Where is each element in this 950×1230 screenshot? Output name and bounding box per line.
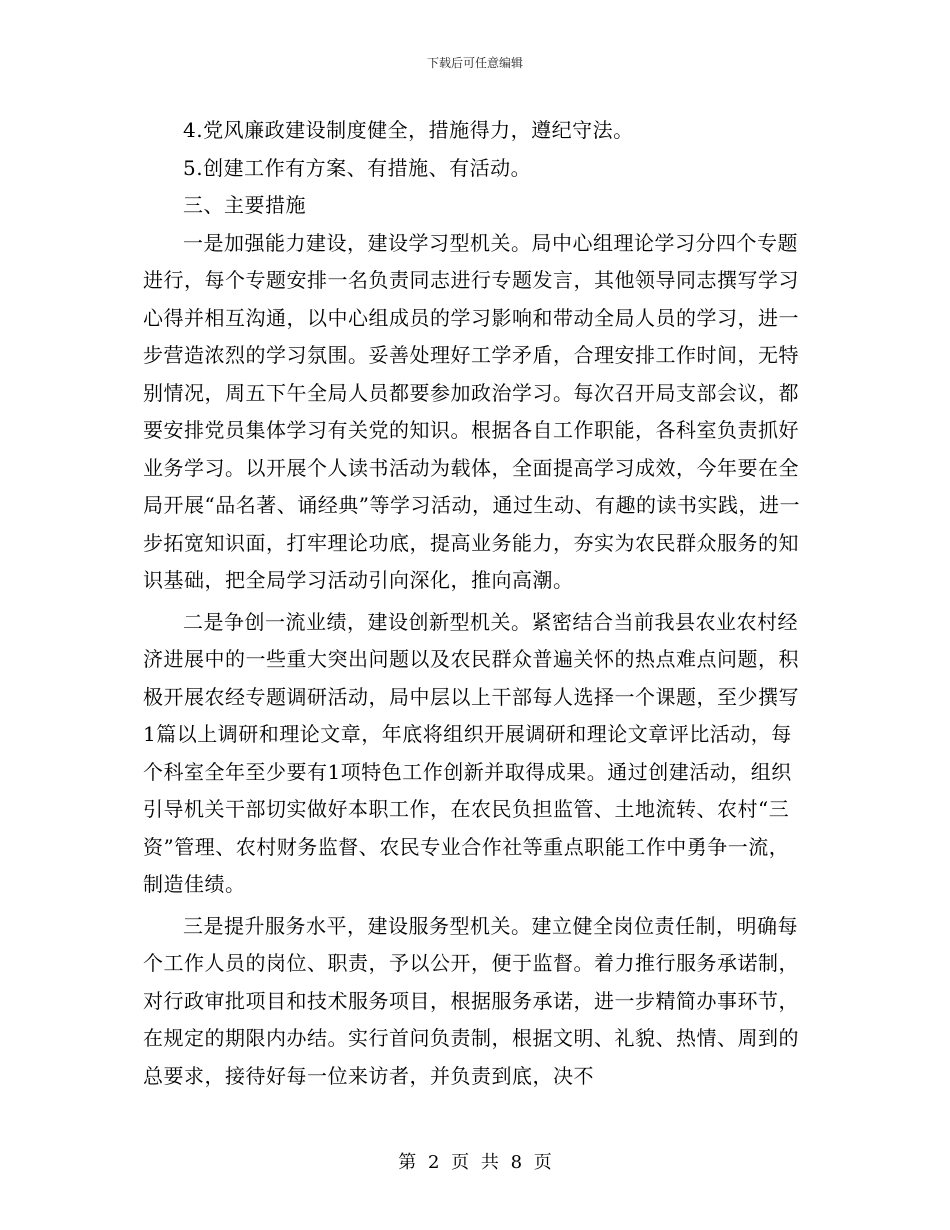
paragraph-learning: 一是加强能力建设，建设学习型机关。局中心组理论学习分四个专题进行，每个专题安排一名负责同志进行专题发言，其他领导同志撰写学习心得并相互沟通，以中心组成员的学习影响和带动全局人员的学习，进一步营造浓烈的学习氛围。妥善处理好工学矛盾，合理安排工作时间，无特别情况，周五下午全局人员都要参加政治学习。每次召开局支部会议，都要安排党员集体学习有关党的知识。根据各自工作职能，各科室负责抓好业务学习。以开展个人读书活动为载体，全面提高学习成效，今年要在全局开展“品名著、诵经典”等学习活动，通过生动、有趣的读书实践，进一步拓宽知识面，打牢理论功底，提高业务能力，夯实为农民群众服务的知识基础，把全局学习活动引向深化，推向高潮。	[143, 230, 800, 592]
document-body	[143, 112, 803, 1095]
page-header: 下载后可任意编辑	[426, 56, 523, 70]
list-item-5: 5.创建工作有方案、有措施、有活动。	[183, 155, 532, 180]
list-item-4: 4.党风廉政建设制度健全，措施得力，遵纪守法。	[183, 118, 634, 142]
section-heading: 三、主要措施	[183, 193, 306, 217]
page-number: 第 2 页 共 8 页	[398, 1152, 552, 1173]
paragraph-service: 三是提升服务水平，建设服务型机关。建立健全岗位责任制，明确每个工作人员的岗位、职责，予以公开，便于监督。着力推行服务承诺制，对行政审批项目和技术服务项目，根据服务承诺，进一步精简办事环节，在规定的期限内办结。实行首问负责制，根据文明、礼貌、热情、周到的总要求，接待好每一位来访者，并负责到底，决不	[143, 913, 799, 1088]
paragraph-innovation: 二是争创一流业绩，建设创新型机关。紧密结合当前我县农业农村经济进展中的一些重大突出问题以及农民群众普遍关怀的热点难点问题，积极开展农经专题调研活动，局中层以上干部每人选择一个课题，至少撰写1篇以上调研和理论文章，年底将组织开展调研和理论文章评比活动，每个科室全年至少要有1项特色工作创新并取得成果。通过创建活动，组织引导机关干部切实做好本职工作，在农民负担监管、土地流转、农村“三资”管理、农村财务监督、农民专业合作社等重点职能工作中勇争一流，制造佳绩。	[143, 609, 799, 896]
